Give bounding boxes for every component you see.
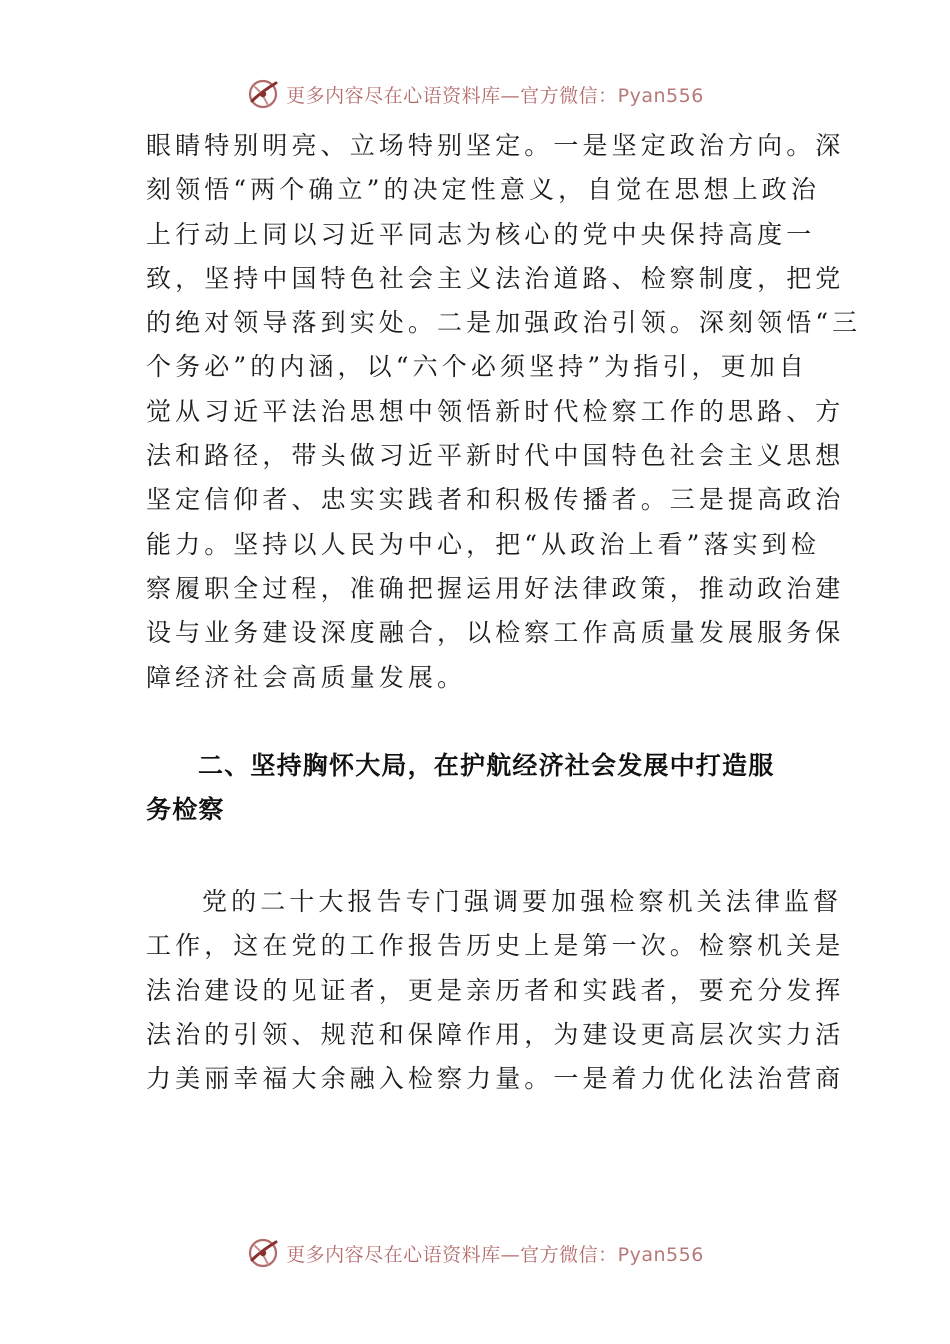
text-line: 致，坚持中国特色社会主义法治道路、检察制度，把党 <box>146 263 845 293</box>
watermark-wechat-id: Pyan556 <box>617 84 704 107</box>
text-line: 障经济社会高质量发展。 <box>146 662 467 692</box>
heading-line: 二、坚持胸怀大局，在护航经济社会发展中打造服 <box>198 751 775 780</box>
watermark-cn: 更多内容尽在心语资料库—官方微信： <box>286 1243 618 1266</box>
logo-icon <box>246 77 280 111</box>
text-line: 能力。坚持以人民为中心，把“从政治上看”落实到检 <box>146 529 820 559</box>
text-line: 坚定信仰者、忠实实践者和积极传播者。三是提高政治 <box>146 485 845 515</box>
text-line: 党的二十大报告专门强调要加强检察机关法律监督 <box>202 887 843 916</box>
watermark-text <box>286 81 704 108</box>
text-line: 设与业务建设深度融合，以检察工作高质量发展服务保 <box>146 618 845 648</box>
text-line: 工作，这在党的工作报告历史上是第一次。检察机关是 <box>146 931 845 961</box>
text-line: 力美丽幸福大余融入检察力量。一是着力优化法治营商 <box>146 1064 845 1094</box>
logo-icon <box>246 1236 280 1270</box>
text-line: 个务必”的内涵，以“六个必须坚持”为指引，更加自 <box>146 352 808 382</box>
text-line: 法治建设的见证者，更是亲历者和实践者，要充分发挥 <box>146 975 845 1005</box>
watermark-wechat-id: Pyan556 <box>617 1243 704 1266</box>
text-line: 的绝对领导落到实处。二是加强政治引领。深刻领悟“三 <box>146 308 862 338</box>
watermark-header <box>0 74 950 114</box>
text-line: 法和路径，带头做习近平新时代中国特色社会主义思想 <box>146 441 845 471</box>
watermark-footer <box>0 1233 950 1273</box>
section-heading <box>146 744 808 832</box>
watermark-text <box>286 1240 704 1267</box>
heading-line: 务检察 <box>146 795 225 824</box>
text-line: 眼睛特别明亮、立场特别坚定。一是坚定政治方向。深 <box>146 131 845 160</box>
text-line: 法治的引领、规范和保障作用，为建设更高层次实力活 <box>146 1019 845 1049</box>
text-line: 上行动上同以习近平同志为核心的党中央保持高度一 <box>146 219 816 249</box>
text-line: 刻领悟“两个确立”的决定性意义，自觉在思想上政治 <box>146 175 820 205</box>
text-line: 觉从习近平法治思想中领悟新时代检察工作的思路、方 <box>146 396 845 426</box>
paragraph-2 <box>146 880 845 1101</box>
paragraph-1 <box>146 124 862 700</box>
text-line: 察履职全过程，准确把握运用好法律政策，推动政治建 <box>146 573 845 603</box>
watermark-cn: 更多内容尽在心语资料库—官方微信： <box>286 84 618 107</box>
